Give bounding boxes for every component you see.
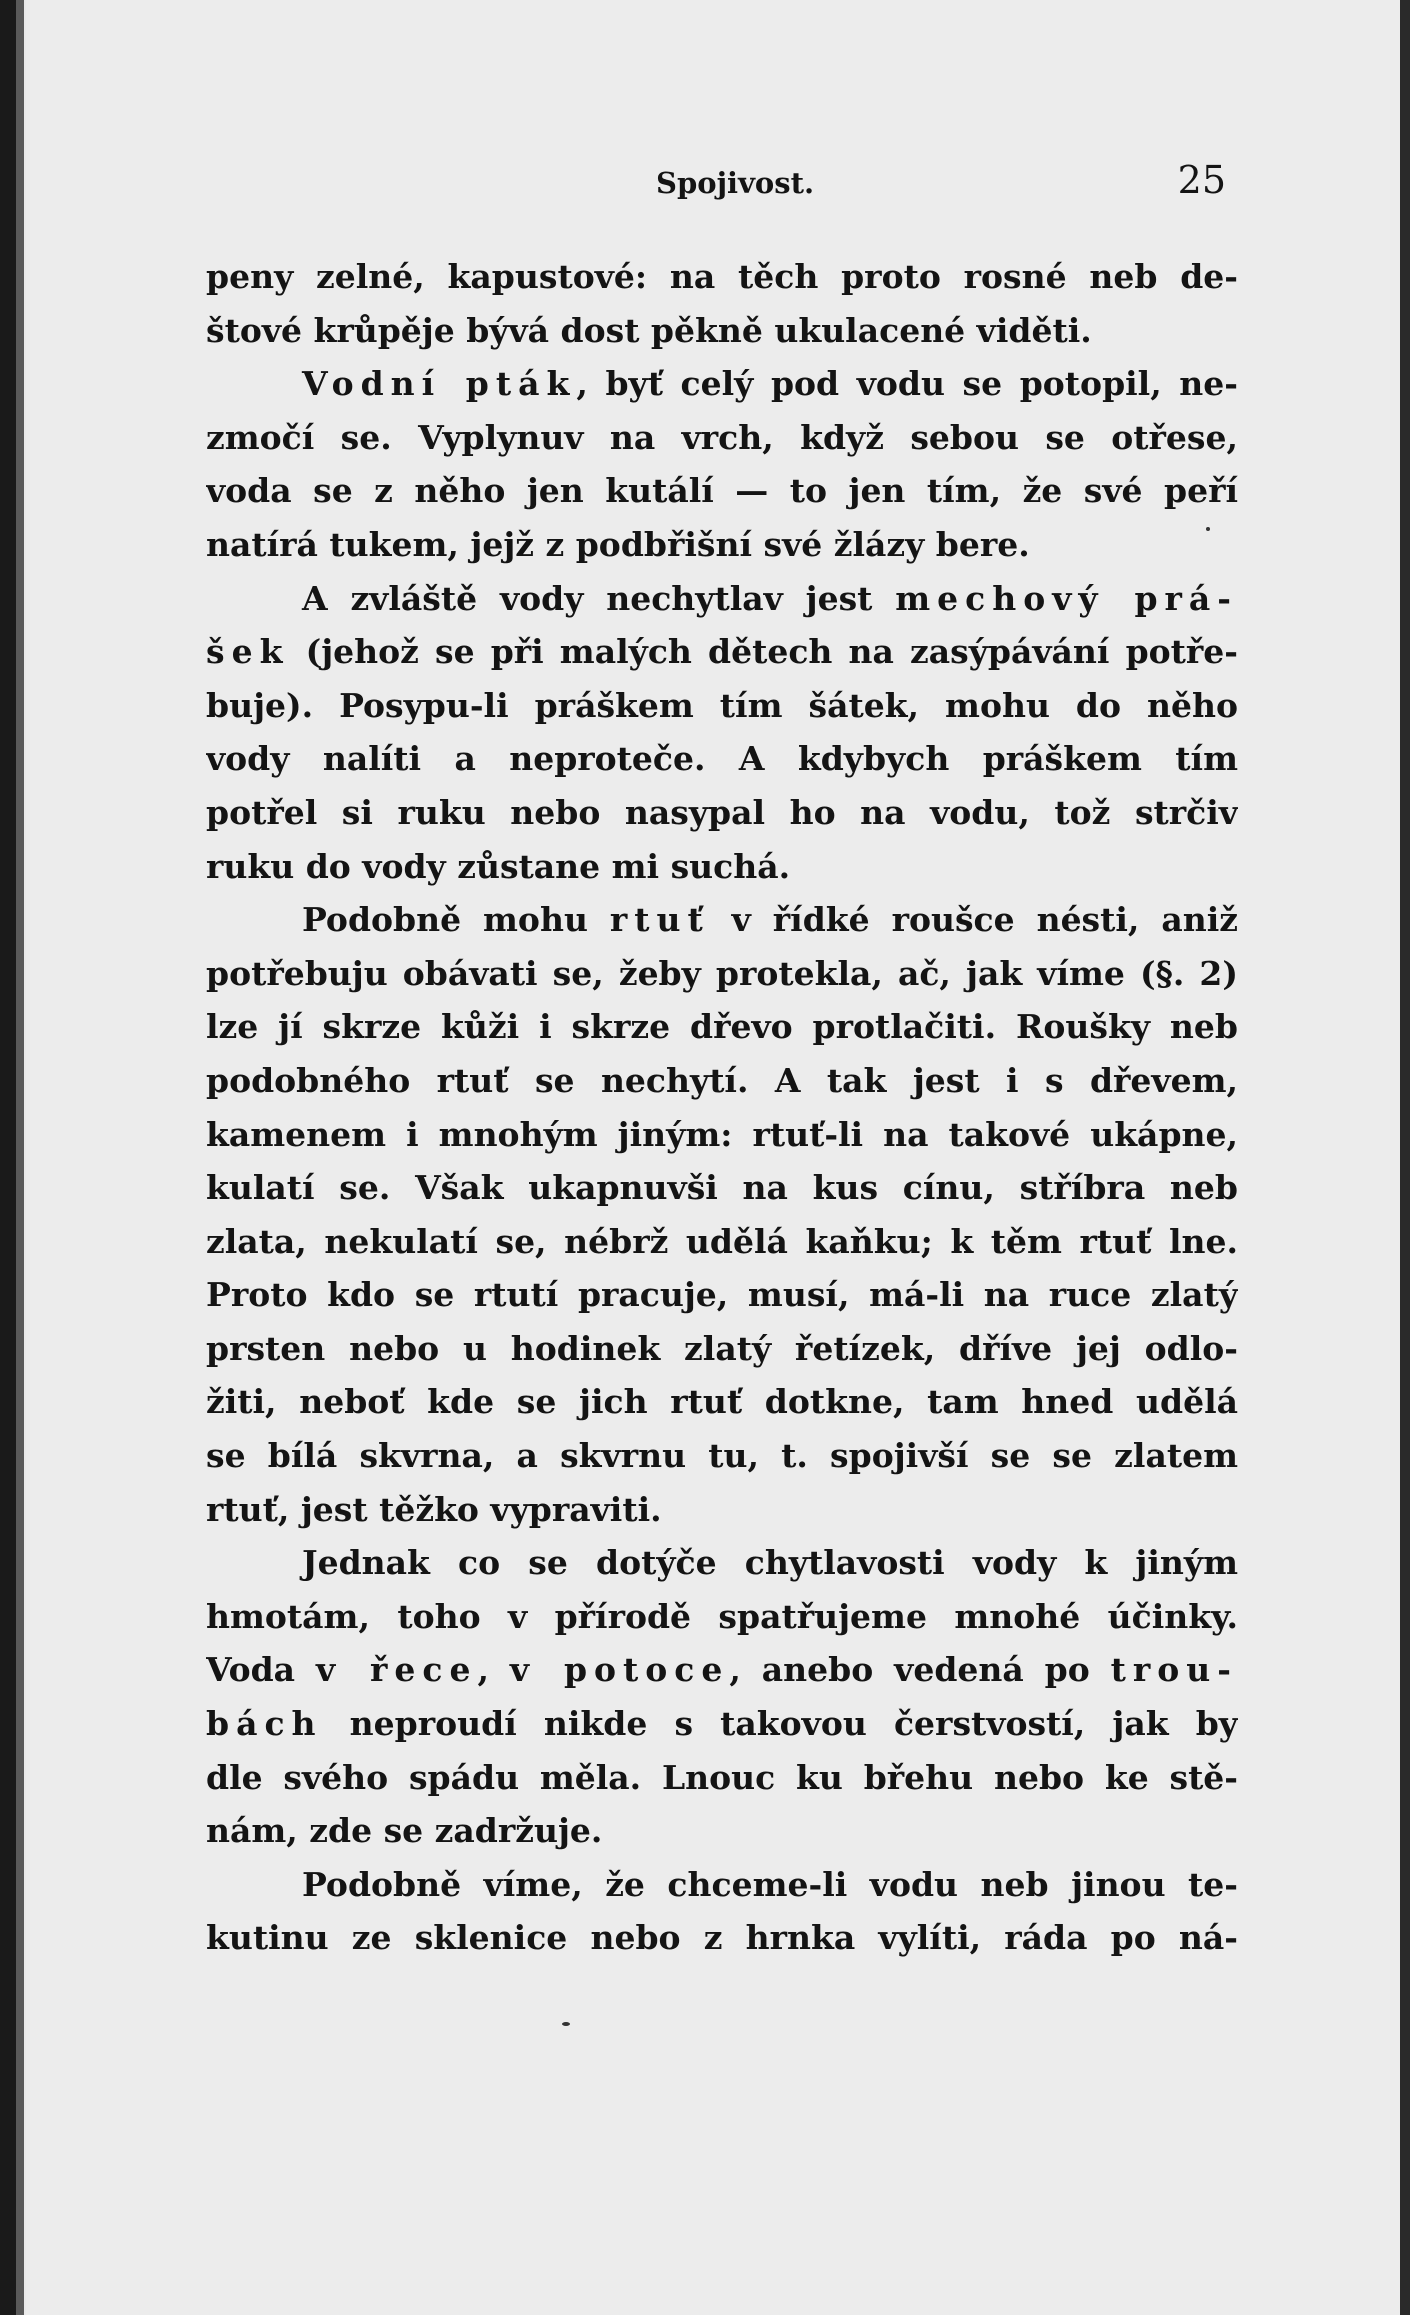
spaced-term: bách — [206, 1704, 323, 1744]
text-line: Vodní pták, byť celý pod vodu se potopil, ne- — [302, 364, 1238, 404]
spaced-term: šek — [206, 632, 290, 672]
scan-speck — [562, 2022, 570, 2026]
text-line: voda se z něho jen kutálí — to jen tím, že své peří — [206, 471, 1238, 511]
text-line: Podobně víme, že chceme-li vodu neb jinou te- — [302, 1864, 1238, 1904]
page-header — [206, 158, 1226, 212]
spaced-term: mechový prá- — [895, 578, 1238, 618]
text-line: šek (jehož se při malých dětech na zasýpávání potře- — [206, 632, 1238, 672]
text-line: ruku do vody zůstane mi suchá. — [206, 846, 791, 886]
page-number: 25 — [1177, 158, 1226, 202]
text-line: podobného rtuť se nechytí. A tak jest i s dřevem, — [206, 1060, 1238, 1100]
spaced-term: rtuť — [609, 900, 710, 940]
scan-border-right — [1400, 0, 1410, 2315]
text-line: zmočí se. Vyplynuv na vrch, když sebou se otřese, — [206, 417, 1238, 457]
scan-border-shadow — [16, 0, 24, 2315]
scan-speck — [1206, 527, 1210, 531]
text-line: se bílá skvrna, a skvrnu tu, t. spojivší se se zlatem — [206, 1436, 1238, 1476]
text-line: zlata, nekulatí se, nébrž udělá kaňku; k těm rtuť lne. — [206, 1221, 1238, 1261]
text-line: vody nalíti a neproteče. A kdybych práškem tím — [206, 739, 1238, 779]
text-line: rtuť, jest těžko vypraviti. — [206, 1489, 662, 1529]
scan-border-left — [0, 0, 16, 2315]
text-line: bách neproudí nikde s takovou čerstvostí, jak by — [206, 1704, 1238, 1744]
text-line: potřel si ruku nebo nasypal ho na vodu, tož strčiv — [206, 792, 1238, 832]
text-line: buje). Posypu-li práškem tím šátek, mohu do něho — [206, 685, 1238, 725]
spaced-term: trou- — [1110, 1650, 1238, 1690]
body-text — [206, 250, 1238, 1965]
running-title: Spojivost. — [656, 166, 815, 200]
text-line: Voda v řece, v potoce, anebo vedená po trou- — [206, 1650, 1238, 1690]
book-page — [26, 0, 1400, 2315]
text-line: Podobně mohu rtuť v řídké roušce nésti, aniž — [302, 900, 1238, 940]
spaced-term: Vodní pták — [302, 364, 577, 404]
text-line: natírá tukem, jejž z podbřišní své žlázy bere. — [206, 524, 1030, 564]
text-line: lze jí skrze kůži i skrze dřevo protlačiti. Roušky neb — [206, 1007, 1238, 1047]
text-line: štové krůpěje bývá dost pěkně ukulacené viděti. — [206, 310, 1092, 350]
text-line: nám, zde se zadržuje. — [206, 1811, 603, 1851]
text-line: Jednak co se dotýče chytlavosti vody k jiným — [302, 1543, 1238, 1583]
text-line: potřebuju obávati se, žeby protekla, ač, jak víme (§. 2) — [206, 953, 1238, 993]
text-line: Proto kdo se rtutí pracuje, musí, má-li na ruce zlatý — [206, 1275, 1238, 1315]
text-line: dle svého spádu měla. Lnouc ku břehu nebo ke stě- — [206, 1757, 1238, 1797]
text-line: žiti, neboť kde se jich rtuť dotkne, tam hned udělá — [206, 1382, 1238, 1422]
text-line: prsten nebo u hodinek zlatý řetízek, dříve jej odlo- — [206, 1328, 1238, 1368]
text-line: kutinu ze sklenice nebo z hrnka vylíti, ráda po ná- — [206, 1918, 1238, 1958]
text-line: kulatí se. Však ukapnuvši na kus cínu, stříbra neb — [206, 1168, 1238, 1208]
text-line: A zvláště vody nechytlav jest mechový prá- — [302, 578, 1238, 618]
text-line: hmotám, toho v přírodě spatřujeme mnohé účinky. — [206, 1596, 1238, 1636]
spaced-term: v řece — [315, 1650, 478, 1690]
text-line: kamenem i mnohým jiným: rtuť-li na takové ukápne, — [206, 1114, 1238, 1154]
text-line: peny zelné, kapustové: na těch proto rosné neb de- — [206, 257, 1238, 296]
spaced-term: v potoce — [509, 1650, 730, 1690]
